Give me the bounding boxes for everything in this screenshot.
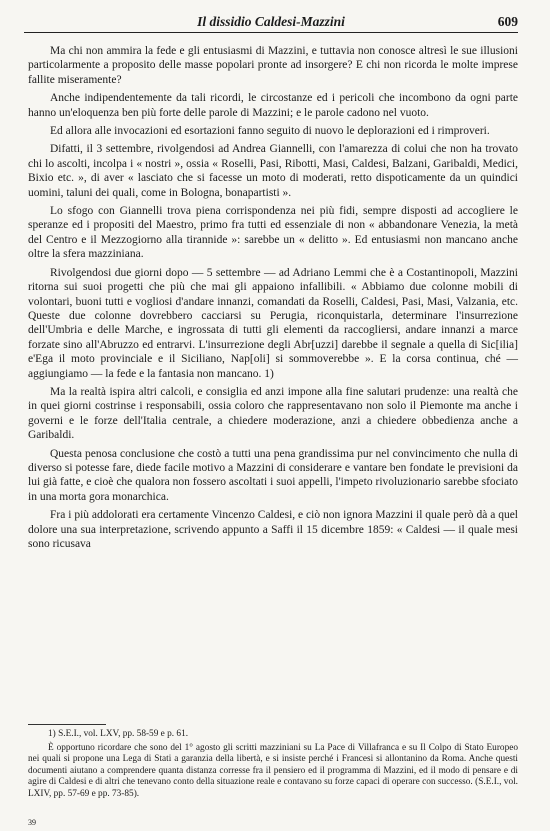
paragraph: Questa penosa conclusione che costò a tutti una pena grandissima pur nel convincimento che nulla di diverso si potesse fare, diede facile motivo a Mazzini di considerare e vantare ben fondate le previsioni da lui già fatte, e cioè che qualora non fossero ascoltati i suoi appelli, l'impeto rivoluzionario sarebbe sfociato in una morta gora monarchica. xyxy=(28,447,518,503)
body-text xyxy=(28,44,518,555)
footnote: 1) S.E.I., vol. LXV, pp. 58-59 e p. 61. xyxy=(48,729,189,739)
signature-mark: 39 xyxy=(28,818,36,827)
paragraph: Fra i più addolorati era certamente Vincenzo Caldesi, e ciò non ignora Mazzini il quale però dà a quel dolore una sua interpretazione, scrivendo appunto a Saffi il 15 dicembre 1859: « Caldesi — il quale mesi sono ricusava xyxy=(28,509,518,550)
paragraph: Rivolgendosi due giorni dopo — 5 settembre — ad Adriano Lemmi che è a Costantinopoli, Mazzini ritorna sui suoi progetti che più che mai gli appaiono infallibili. « Abbiamo due colonne mobili di volontari, buoni tutti e vogliosi d'andare innanzi, comandati da Roselli, Caldesi, Pasi, Masi, Valzania, etc. Queste due colonne dovrebbero cacciarsi su Perugia, riconquistarla, determinare l'insurrezione dell'Umbria e delle Marche, e ingrossata di tutti gli elementi da raccogliersi, andare innanzi a marce forzate sino all'Abruzzo ed entrarvi. L'insurrezione degli Abr[uzzi] darebbe il segnale a quella di Sic[ilia] e'Ega il moto provinciale e il Siciliano, Nap[oli] si sommoverebbe ». E la corsa continua, ché — aggiungiamo — la fede e la fantasia non mancano. 1) xyxy=(28,266,518,380)
footnote: È opportuno ricordare che sono del 1° agosto gli scritti mazziniani su La Pace di Villafranca e su Il Colpo di Stato Europeo nei quali si propone una Lega di Stati a garanzia della libertà, e si insiste perché i Francesi si allontanino da Roma. Anche questi documenti aiutano a comprendere quanta distanza corresse fra il pensiero ed il programma di Mazzini, ed il modo di pensare e di agire di Caldesi e di altri che tenevano conto della situazione reale e contavano su forze capaci di operare con successo. (S.E.I., vol. LXIV, pp. 57-69 e pp. 73-85). xyxy=(28,742,518,799)
paragraph: Ma chi non ammira la fede e gli entusiasmi di Mazzini, e tuttavia non conosce altresì le sue illusioni particolarmente a proposito delle masse popolari pronte ad insorgere? E chi non ricorda le molte imprese fallite miseramente? xyxy=(28,45,518,86)
running-title: Il dissidio Caldesi-Mazzini xyxy=(197,14,345,29)
paragraph: Difatti, il 3 settembre, rivolgendosi ad Andrea Giannelli, con l'amarezza di colui che non ha trovato chi lo ascolti, incolpa i « nostri », ossia « Roselli, Pasi, Ribotti, Masi, Caldesi, Balzani, Garibaldi, Medici, Bixio etc. », di aver « lasciato che si facesse un moto di moderati, retto dispoticamente da un quindici uomini, taluni dei quali, come in Bologna, bonapartisti ». xyxy=(28,143,518,199)
page-header xyxy=(24,14,518,33)
footnote-rule xyxy=(28,724,106,725)
footnotes xyxy=(28,729,518,803)
page-number: 609 xyxy=(497,14,518,29)
paragraph: Lo sfogo con Giannelli trova piena corrispondenza nei più fidi, sempre disposti ad accogliere le speranze ed i propositi del Maestro, primo fra tutti ed essenziale di non « abbandonare Venezia, la metà del Centro e il Mezzogiorno alla tirannide »: sarebbe un « delitto ». Ed entusiasmi non mancano anche oltre la sfera mazziniana. xyxy=(28,205,518,261)
paragraph: Ma la realtà ispira altri calcoli, e consiglia ed anzi impone alla fine salutari prudenze: una realtà che in quei giorni costrinse i responsabili, ossia coloro che rappresentavano non solo il Piemonte ma anche i governi e le forze dell'Italia centrale, a chiedere moderazione, anzi a chiedere obbedienza anche a Garibaldi. xyxy=(28,385,518,442)
paragraph: Anche indipendentemente da tali ricordi, le circostanze ed i pericoli che incombono da ogni parte hanno un'eloquenza ben più forte delle parole di Mazzini; e le parole cadono nel vuoto. xyxy=(28,92,518,119)
paragraph: Ed allora alle invocazioni ed esortazioni fanno seguito di nuovo le deplorazioni ed i rimproveri. xyxy=(50,125,490,138)
